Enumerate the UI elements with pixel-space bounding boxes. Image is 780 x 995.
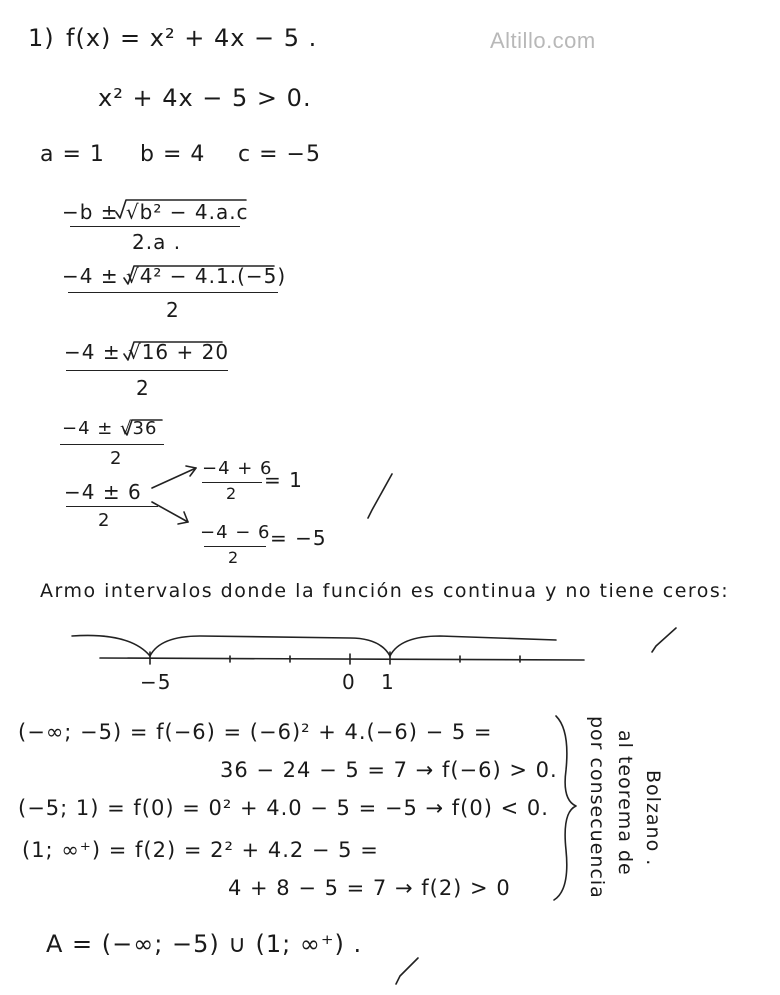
step-denominator: 2 [166,298,180,322]
watermark: Altillo.com [490,28,596,53]
interval-arc [72,635,150,656]
root-result: = −5 [270,526,327,550]
coefficient-a: a = 1 [40,142,105,167]
root-result: = 1 [264,468,303,492]
root-denominator: 2 [226,484,238,503]
number-line-label: 1 [381,670,395,694]
step-denominator: 2 [98,510,111,531]
inequality: x² + 4x − 5 > 0. [98,84,312,112]
side-note-line: Bolzano . [642,770,664,867]
side-note-line: por consecuencia [586,716,608,899]
problem-number: 1) [28,24,55,52]
interval-arc [390,636,556,656]
number-line-label: −5 [140,670,172,694]
root-denominator: 2 [228,548,240,567]
side-note-line: al teorema de [614,730,636,876]
evaluation-line: (−5; 1) = f(0) = 0² + 4.0 − 5 = −5 → f(0) < 0. [18,796,549,820]
arrow-down [152,502,188,522]
step-denominator: 2.a . [132,230,182,254]
coefficient-b: b = 4 [140,142,206,167]
radical-sign [116,200,246,218]
evaluation-line: 36 − 24 − 5 = 7 → f(−6) > 0. [220,758,558,782]
final-answer: A = (−∞; −5) ∪ (1; ∞⁺) . [46,930,363,958]
number-line [100,658,584,660]
intervals-sentence: Armo intervalos donde la función es continua y no tiene ceros: [40,580,730,602]
brace [554,716,576,900]
step-numerator: −4 ± √4² − 4.1.(−5) [62,264,287,288]
interval-arc [150,636,390,656]
function-definition: f(x) = x² + 4x − 5 . [66,24,318,52]
step-numerator: −4 ± √36 [62,418,158,439]
step-numerator: −4 ± √16 + 20 [64,340,230,364]
evaluation-line: (−∞; −5) = f(−6) = (−6)² + 4.(−6) − 5 = [18,720,493,744]
radical-sign [124,266,274,284]
root-numerator: −4 − 6 [200,522,271,543]
check-mark [652,628,676,652]
evaluation-line: (1; ∞⁺) = f(2) = 2² + 4.2 − 5 = [22,838,379,862]
number-line-label: 0 [342,670,356,694]
step-denominator: 2 [110,448,123,469]
arrow-up [152,468,196,488]
step-numerator: −b ± √b² − 4.a.c [62,200,249,224]
coefficient-c: c = −5 [238,142,321,167]
check-mark [396,958,418,984]
step-numerator: −4 ± 6 [64,480,142,504]
step-denominator: 2 [136,376,150,400]
evaluation-line: 4 + 8 − 5 = 7 → f(2) > 0 [228,876,511,900]
check-mark [368,474,392,518]
radical-sign [124,420,162,435]
root-numerator: −4 + 6 [202,458,273,479]
radical-sign [124,342,222,360]
